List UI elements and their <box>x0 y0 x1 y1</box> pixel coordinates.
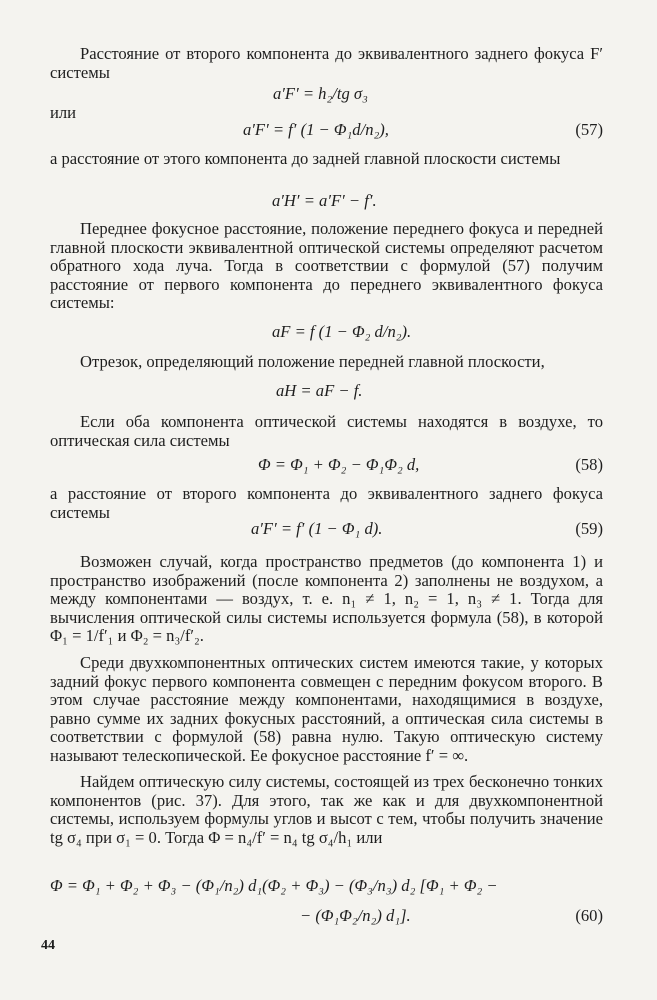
formula: a′F′ = f′ (1 − Φ₁ d). <box>251 519 383 538</box>
formula: a′F′ = h₂/tg σ₃ <box>273 84 368 103</box>
paragraph: Переднее фокусное расстояние, положение переднего фокуса и передней главной плоскости эквивалентной оптической системы определяют расчетом обратного хода луча. Тогда в соответствии с формулой (57) получим расстояние от первого компонента до переднего эквивалентного фокуса системы: <box>50 219 603 313</box>
formula: − (Φ₁Φ₂/n₂) d₁]. <box>300 906 411 925</box>
paragraph: а расстояние от второго компонента до эквивалентного заднего фокуса системы <box>50 484 603 522</box>
paragraph: Возможен случай, когда пространство предметов (до компонента 1) и пространство изображений (после компонента 2) заполнены не воздухом, а между компонентами — воздух, т. е. n₁ ≠ 1, n₂ = 1, n₃ ≠ 1. Тогда для вычисления оптической силы системы используется формула (58), в которой Φ₁ = 1/f′₁ и Φ₂ = n₃/f′₂. <box>50 552 603 646</box>
equation-number: (60) <box>575 906 603 925</box>
equation-number: (57) <box>575 120 603 139</box>
formula: aH = aF − f. <box>276 381 363 400</box>
page-number: 44 <box>41 938 55 953</box>
paragraph: Отрезок, определяющий положение передней главной плоскости, <box>80 352 545 371</box>
equation-number: (59) <box>575 519 603 538</box>
formula: aF = f (1 − Φ₂ d/n₂). <box>272 322 412 341</box>
paragraph: Найдем оптическую силу системы, состоящей из трех бесконечно тонких компонентов (рис. 37). Для этого, так же как и для двухкомпонентной системы, используем формулы углов и высот с тем, чтобы получить значение tg σ₄ при σ₁ = 0. Тогда Φ = n₄/f′ = n₄ tg σ₄/h₁ или <box>50 772 603 847</box>
paragraph: а расстояние от этого компонента до задней главной плоскости системы <box>50 149 561 168</box>
formula: Φ = Φ₁ + Φ₂ + Φ₃ − (Φ₁/n₂) d₁(Φ₂ + Φ₃) − (Φ₃/n₃) d₂ [Φ₁ + Φ₂ − <box>50 876 498 895</box>
paragraph: Расстояние от второго компонента до эквивалентного заднего фокуса F′ системы <box>50 44 603 82</box>
paragraph: Если оба компонента оптической системы находятся в воздухе, то оптическая сила системы <box>50 412 603 450</box>
formula: a′F′ = f′ (1 − Φ₁d/n₂), <box>243 120 389 139</box>
paragraph: или <box>50 103 77 122</box>
formula: Φ = Φ₁ + Φ₂ − Φ₁Φ₂ d, <box>258 455 420 474</box>
equation-number: (58) <box>575 455 603 474</box>
formula: a′H′ = a′F′ − f′. <box>272 191 377 210</box>
paragraph: Среди двухкомпонентных оптических систем имеются такие, у которых задний фокус первого компонента совмещен с передним фокусом второго. В этом случае расстояние между компонентами, находящимися в воздухе, равно сумме их задних фокусных расстояний, а оптическая сила системы в соответствии с формулой (58) равна нулю. Такую оптическую систему называют телескопической. Ее фокусное расстояние f′ = ∞. <box>50 653 603 765</box>
